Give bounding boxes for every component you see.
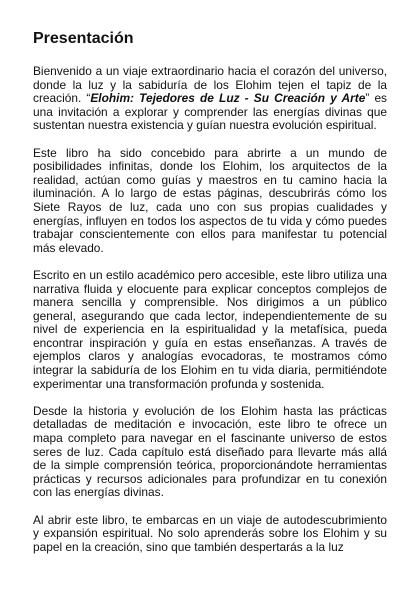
- document-page: [33, 29, 387, 568]
- body-paragraph-1: Este libro ha sido concebido para abrirte a un mundo de posibilidades infinitas, donde los Elohim, los arquitectos de la realidad, actúan como guías y maestros en tu camino hacia la iluminación. A lo largo de estas páginas, descubrirás cómo los Siete Rayos de luz, cada uno con sus propias cualidades y energías, influyen en todos los aspectos de tu vida y cómo puedes trabajar conscientemente con ellos para manifestar tu potencial más elevado.: [33, 145, 387, 255]
- page-title: Presentación: [33, 30, 134, 47]
- body-paragraph-3: Desde la historia y evolución de los Elohim hasta las prácticas detalladas de meditación e invocación, este libro te ofrece un mapa completo para navegar en el fascinante universo de estos seres de luz. Cada capítulo está diseñado para llevarte más allá de la simple comprensión teórica, proporcionándote herramientas prácticas y recursos adicionales para profundizar en tu conexión con las energías divinas.: [33, 403, 387, 500]
- intro-text-before: Bienvenido a un viaje extraordinario hacia el corazón del universo, donde la luz y la sabiduría de los Elohim tejen el tapiz de la creación. “: [33, 64, 387, 106]
- intro-text-after: ” es una invitación a explorar y comprender las energías divinas que sustentan nuestra existencia y guían nuestra evolución espiritual.: [33, 91, 388, 133]
- body-paragraph-2: Escrito en un estilo académico pero accesible, este libro utiliza una narrativa fluida y elocuente para explicar conceptos complejos de manera sencilla y comprensible. Nos dirigimos a un público general, asegurando que cada lector, independientemente de su nivel de experiencia en la espiritualidad y la metafísica, pueda encontrar inspiración y guía en estas enseñanzas. A través de ejemplos claros y analogías evocadoras, te mostramos cómo integrar la sabiduría de los Elohim en tu vida diaria, permitiéndote experimentar una transformación profunda y sostenida.: [33, 267, 387, 391]
- body-paragraph-4: Al abrir este libro, te embarcas en un viaje de autodescubrimiento y expansión espiritual. No solo aprenderás sobre los Elohim y su papel en la creación, sino que también despertarás a la luz: [33, 512, 387, 554]
- book-title: Elohim: Tejedores de Luz - Su Creación y Arte: [90, 91, 366, 106]
- intro-paragraph: [33, 65, 387, 133]
